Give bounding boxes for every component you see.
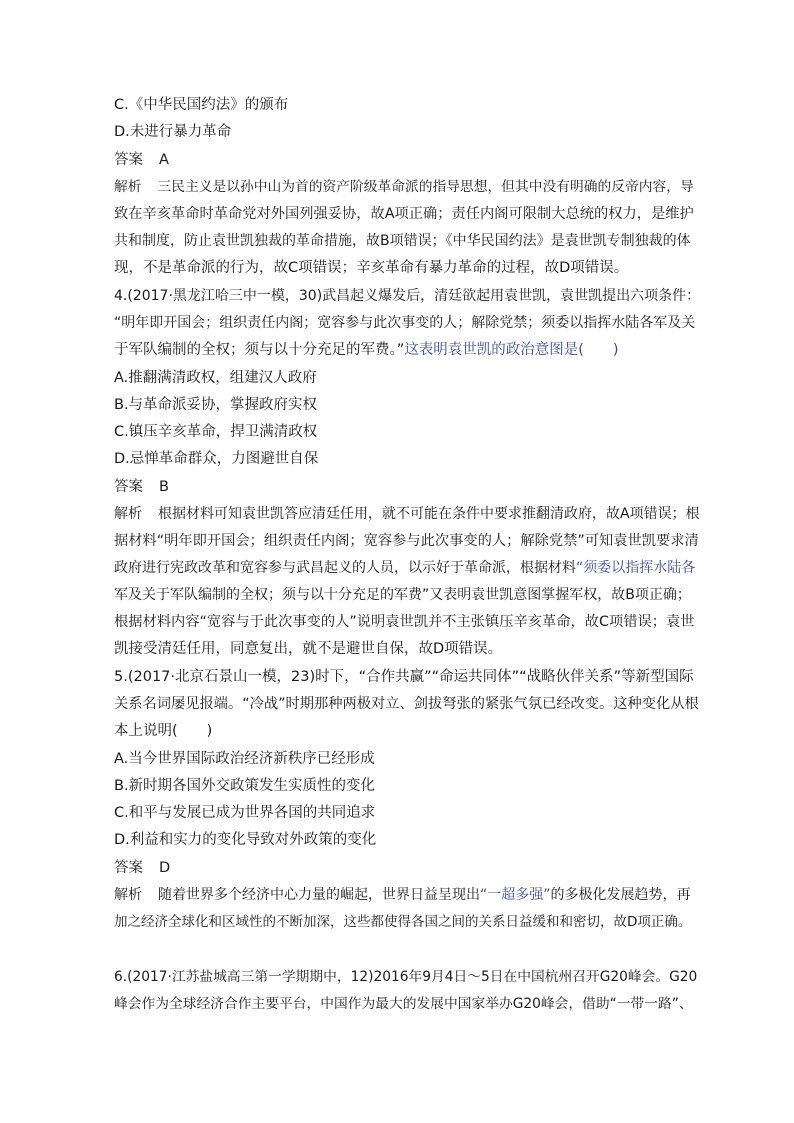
q3-analysis-line-2: 致在辛亥革命时革命党对外国列强妥协，故A项正确；责任内阁可限制大总统的权力，是维护	[114, 206, 694, 222]
q4-analysis-line-5: 根据材料内容“宽容与于此次事变的人”说明袁世凯并不主张镇压辛亥革命，故C项错误；袁世	[114, 614, 695, 630]
q4-stem-line-1: 4.(2017·黑龙江哈三中一模，30)武昌起义爆发后，清廷欲起用袁世凯，袁世凯提出六项条件：	[114, 288, 701, 304]
q5-analysis-text-1a: 随着世界多个经济中心力量的崛起，世界日益呈现出	[158, 887, 480, 903]
q4-analysis-text-3: 政府进行宪政改革和宽容参与武昌起义的人员，以示好于革命派，根据材料	[114, 560, 576, 576]
q4-analysis-line-3	[114, 557, 695, 579]
q4-analysis-text-1: 根据材料可知袁世凯答应清廷任用，就不可能在条件中要求推翻清政府，故A项错误；根	[158, 506, 700, 522]
q3-analysis-label: 解析	[114, 179, 142, 195]
q4-answer-value: B	[159, 479, 169, 495]
q3-answer-value: A	[159, 152, 169, 168]
q5-stem-line-3: 本上说明( )	[114, 723, 213, 739]
q5-analysis-quote: “一超多强”	[480, 887, 551, 903]
q4-stem-line-3	[114, 339, 619, 361]
q5-answer-value: D	[159, 860, 171, 876]
q3-option-d: D.未进行暴力革命	[114, 124, 232, 140]
q4-answer-label: 答案	[114, 479, 143, 495]
q5-option-a: A.当今世界国际政治经济新秩序已经形成	[114, 751, 375, 767]
q3-analysis-line-4: 现，不是革命派的行为，故C项错误；辛亥革命有暴力革命的过程，故D项错误。	[114, 260, 629, 276]
q6-stem-line-1: 6.(2017·江苏盐城高三第一学期期中，12)2016年9月4日～5日在中国杭州召开G20峰会。G20	[114, 969, 698, 985]
q5-answer-label: 答案	[114, 860, 143, 876]
q5-analysis-line-1	[114, 884, 691, 906]
q6-stem-line-2: 峰会作为全球经济合作主要平台，中国作为最大的发展中国家举办G20峰会，借助“一带一路”、	[114, 996, 693, 1012]
q4-analysis-label: 解析	[114, 506, 142, 522]
q3-option-c: C.《中华民国约法》的颁布	[114, 97, 289, 113]
q5-option-d: D.利益和实力的变化导致对外政策的变化	[114, 832, 377, 848]
q4-option-d: D.忌惮革命群众，力图避世自保	[114, 451, 319, 467]
q4-option-c: C.镇压辛亥革命，捍卫满清政权	[114, 424, 318, 440]
q3-analysis-text-1: 三民主义是以孙中山为首的资产阶级革命派的指导思想，但其中没有明确的反帝内容，导	[157, 179, 694, 195]
q3-analysis-line-1	[114, 176, 694, 198]
q3-answer-label: 答案	[114, 152, 143, 168]
q4-analysis-line-4: 军及关于军队编制的全权；须与以十分充足的军费”又表明袁世凯意图掌握军权，故B项正确；	[114, 587, 691, 603]
q4-stem-question: 这表明袁世凯的政治意图是( )	[404, 342, 619, 358]
q5-answer-line	[114, 857, 170, 879]
q4-answer-line	[114, 476, 169, 498]
q4-analysis-line-2: 据材料“明年即开国会；组织责任内阁；宽容参与此次事变的人；解除党禁”可知袁世凯要求清	[114, 533, 699, 549]
q4-analysis-line-1	[114, 503, 700, 525]
q4-stem-quote-end: 于军队编制的全权；须与以十分充足的军费。”	[114, 342, 405, 358]
q5-option-b: B.新时期各国外交政策发生实质性的变化	[114, 778, 376, 794]
q5-option-c: C.和平与发展已成为世界各国的共同追求	[114, 805, 376, 821]
q4-analysis-quote: “须委以指挥水陆各	[576, 560, 696, 576]
q5-analysis-line-2: 加之经济全球化和区域性的不断加深，这些都使得各国之间的关系日益缓和和密切，故D项正确。	[114, 914, 692, 930]
q5-analysis-label: 解析	[114, 887, 142, 903]
q3-answer-line	[114, 149, 169, 171]
q5-analysis-text-1c: 的多极化发展趋势，再	[550, 887, 691, 903]
q3-analysis-line-3: 共和制度，防止袁世凯独裁的革命措施，故B项错误；《中华民国约法》是袁世凯专制独裁的体	[114, 233, 691, 249]
q4-option-b: B.与革命派妥协，掌握政府实权	[114, 397, 318, 413]
q5-stem-line-1: 5.(2017·北京石景山一模，23)时下，“合作共赢”“命运共同体”“战略伙伴关系”等新型国际	[114, 669, 694, 685]
q4-option-a: A.推翻满清政权，组建汉人政府	[114, 370, 317, 386]
q4-stem-line-2: “明年即开国会；组织责任内阁；宽容参与此次事变的人；解除党禁；须委以指挥水陆各军及关	[114, 315, 696, 331]
q4-analysis-line-6: 凯接受清廷任用，同意复出，就不是避世自保，故D项错误。	[114, 641, 503, 657]
q5-stem-line-2: 关系名词屡见报端。“冷战”时期那种两极对立、剑拔弩张的紧张气氛已经改变。这种变化从根	[114, 696, 699, 712]
